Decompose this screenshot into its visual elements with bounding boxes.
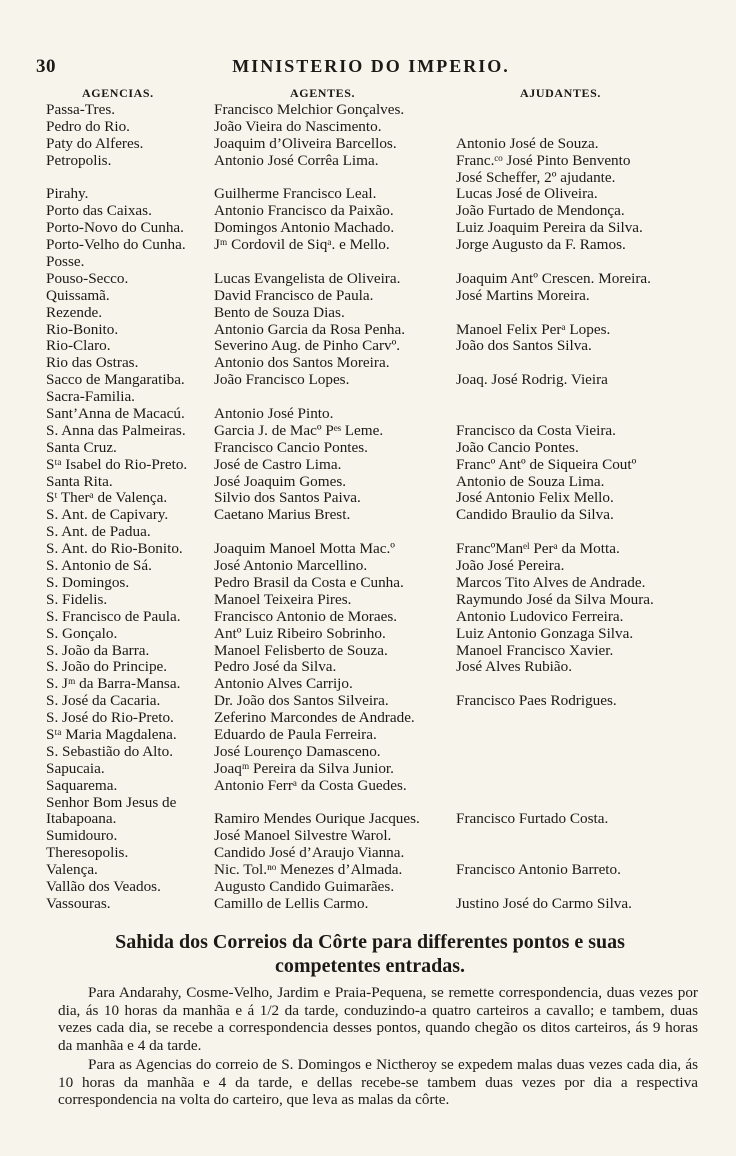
table-row [0, 676, 736, 693]
agency-name: Santa Cruz. [46, 438, 117, 456]
paragraph-text: Para Andarahy, Cosme-Velho, Jardim e Praia-Pequena, se remette correspondencia, duas vezes por dia, ás 10 horas da manhãa e á 1/2 da tarde, conduzindo-a quatro carteiros a cavallo; e tambem, duas vezes cada dia, se recebe a correspondencia desses pontos, quando chegão os ditos carteiros, ás 9 horas da manhãa e 4 da tarde. [58, 984, 698, 1054]
assistant-name: Candido Braulio da Silva. [456, 506, 614, 524]
table-row [0, 609, 736, 626]
agency-name: Sᵗᵃ Isabel do Rio-Preto. [46, 455, 188, 473]
column-header-ajudantes: AJUDANTES. [520, 86, 602, 100]
table-row [0, 558, 736, 575]
assistant-name: Francº Antº de Siqueira Coutº [456, 455, 637, 473]
agent-name: Guilherme Francisco Leal. [214, 185, 377, 203]
table-row [0, 406, 736, 423]
agent-name: Francisco Melchior Gonçalves. [214, 101, 405, 118]
column-header-agentes: AGENTES. [290, 86, 356, 100]
table-row [0, 490, 736, 507]
agency-name: S. Ant. de Padua. [46, 523, 151, 541]
agent-name: David Francisco de Paula. [214, 286, 374, 304]
assistant-name: FrancºManᵉˡ Perᵃ da Motta. [456, 540, 620, 558]
assistant-name: Francisco da Costa Vieira. [456, 421, 616, 439]
assistant-name: José Scheffer, 2º ajudante. [456, 168, 616, 186]
paragraph-text: Para as Agencias do correio de S. Domingos e Nictheroy se expedem malas duas vezes cada dia, ás 10 horas da manhãa e 4 da tarde, e dellas recebe-se tambem duas vezes por dia a respectiva correspondencia na volta do carteiro, que leva as malas da côrte. [58, 1056, 698, 1109]
agent-name: Camillo de Lellis Carmo. [214, 894, 369, 912]
table-row [0, 136, 736, 153]
agency-name: S. João da Barra. [46, 641, 150, 659]
assistant-name: Joaquim Antº Crescen. Moreira. [456, 269, 651, 287]
table-row [0, 153, 736, 170]
agency-name: S. João do Principe. [46, 658, 168, 676]
table-row [0, 862, 736, 879]
agency-name: S. Sebastião do Alto. [46, 742, 173, 760]
assistant-name: Luiz Joaquim Pereira da Silva. [456, 219, 643, 237]
table-row [0, 170, 736, 187]
table-row [0, 372, 736, 389]
table-row [0, 186, 736, 203]
agent-name: Pedro José da Silva. [214, 658, 337, 676]
table-row [0, 626, 736, 643]
agent-name: Jᵐ Cordovil de Siqᵃ. e Mello. [214, 236, 390, 254]
agency-name: Santa Rita. [46, 472, 113, 490]
agent-name: Joaqᵐ Pereira da Silva Junior. [214, 759, 394, 777]
assistant-name: Luiz Antonio Gonzaga Silva. [456, 624, 634, 642]
assistant-name: Francisco Paes Rodrigues. [456, 692, 617, 710]
agent-name: Nic. Tol.ⁿᵒ Menezes d’Almada. [214, 861, 403, 879]
table-row [0, 710, 736, 727]
agent-name: João Francisco Lopes. [214, 371, 350, 389]
agent-name: Severino Aug. de Pinho Carvº. [214, 337, 401, 355]
agent-name: José Manoel Silvestre Warol. [214, 827, 392, 845]
page-header [36, 54, 706, 84]
agent-name: Antº Luiz Ribeiro Sobrinho. [214, 624, 386, 642]
agency-name: Saquarema. [46, 776, 118, 794]
agency-name: Posse. [46, 253, 85, 271]
table-row [0, 643, 736, 660]
agency-name: S. José da Cacaria. [46, 692, 161, 710]
agency-name: Itabapoana. [46, 810, 117, 828]
agency-name: Theresopolis. [46, 844, 129, 862]
running-title: MINISTERIO DO IMPERIO. [232, 56, 510, 76]
agency-name: S. Ant. de Capivary. [46, 506, 169, 524]
agency-name: S. Ant. do Rio-Bonito. [46, 540, 183, 558]
agency-name: Passa-Tres. [46, 101, 116, 118]
assistant-name: Antonio Ludovico Ferreira. [456, 607, 624, 625]
table-row [0, 423, 736, 440]
assistant-name: João Furtado de Mendonça. [456, 202, 625, 220]
agent-name: Caetano Marius Brest. [214, 506, 351, 524]
assistant-name: Manoel Francisco Xavier. [456, 641, 614, 659]
agency-name: Pouso-Secco. [46, 269, 129, 287]
agent-name: Augusto Candido Guimarães. [214, 877, 395, 895]
table-row [0, 659, 736, 676]
agency-name: Vallão dos Veados. [46, 877, 161, 895]
table-row [0, 440, 736, 457]
agency-name: S. Fidelis. [46, 590, 108, 608]
agent-name: José Joaquim Gomes. [214, 472, 347, 490]
table-row [0, 879, 736, 896]
agency-name: S. Gonçalo. [46, 624, 118, 642]
agencies-table [0, 102, 736, 913]
agency-name: Sacco de Mangaratiba. [46, 371, 185, 389]
agency-name: Sᵗᵃ Maria Magdalena. [46, 725, 177, 743]
table-row [0, 575, 736, 592]
agent-name: Joaquim d’Oliveira Barcellos. [214, 134, 397, 152]
agency-name: Quissamã. [46, 286, 110, 304]
assistant-name: Franc.ᶜᵒ José Pinto Benvento [456, 151, 631, 169]
table-row [0, 828, 736, 845]
assistant-name: Francisco Antonio Barreto. [456, 861, 621, 879]
assistant-name: Marcos Tito Alves de Andrade. [456, 573, 646, 591]
paragraph [58, 984, 698, 1054]
agent-name: Pedro Brasil da Costa e Cunha. [214, 573, 404, 591]
agent-name: Francisco Cancio Pontes. [214, 438, 368, 456]
table-row [0, 744, 736, 761]
agency-name: Rio-Bonito. [46, 320, 119, 338]
agent-name: Antonio José Pinto. [214, 405, 334, 423]
assistant-name: Raymundo José da Silva Moura. [456, 590, 654, 608]
table-row [0, 288, 736, 305]
assistant-name: Justino José do Carmo Silva. [456, 894, 632, 912]
section-title-line-2: competentes entradas. [275, 955, 465, 977]
table-row [0, 254, 736, 271]
table-row [0, 338, 736, 355]
table-row [0, 811, 736, 828]
agency-name: Rezende. [46, 303, 103, 321]
assistant-name: José Alves Rubião. [456, 658, 573, 676]
table-row [0, 203, 736, 220]
agency-name: S. José do Rio-Preto. [46, 709, 174, 727]
column-header-agencias: AGENCIAS. [82, 86, 154, 100]
table-row [0, 592, 736, 609]
assistant-name: José Antonio Felix Mello. [456, 489, 614, 507]
agent-name: José Lourenço Damasceno. [214, 742, 381, 760]
assistant-name: Joaq. José Rodrig. Vieira [456, 371, 608, 389]
agency-name: Pedro do Rio. [46, 117, 130, 135]
table-row [0, 896, 736, 913]
agent-name: Ramiro Mendes Ourique Jacques. [214, 810, 420, 828]
table-row [0, 389, 736, 406]
table-row [0, 761, 736, 778]
agency-name: Senhor Bom Jesus de [46, 793, 177, 811]
agency-name: Sant’Anna de Macacú. [46, 405, 185, 423]
agent-name: Antonio dos Santos Moreira. [214, 354, 390, 372]
agency-name: Pirahy. [46, 185, 89, 203]
agency-name: Sumidouro. [46, 827, 118, 845]
agent-name: Manoel Felisberto de Souza. [214, 641, 388, 659]
table-row [0, 693, 736, 710]
agent-name: João Vieira do Nascimento. [214, 117, 382, 135]
agent-name: Lucas Evangelista de Oliveira. [214, 269, 401, 287]
agent-name: Antonio Alves Carrijo. [214, 675, 353, 693]
agency-name: Porto-Velho do Cunha. [46, 236, 186, 254]
agency-name: Petropolis. [46, 151, 112, 169]
agent-name: Antonio Garcia da Rosa Penha. [214, 320, 406, 338]
agent-name: Antonio José Corrêa Lima. [214, 151, 379, 169]
table-row [0, 305, 736, 322]
assistant-name: Antonio de Souza Lima. [456, 472, 605, 490]
table-row [0, 541, 736, 558]
agent-name: Manoel Teixeira Pires. [214, 590, 352, 608]
table-row [0, 778, 736, 795]
agent-name: Domingos Antonio Machado. [214, 219, 395, 237]
assistant-name: Antonio José de Souza. [456, 134, 599, 152]
section-title-line-1: Sahida dos Correios da Côrte para differentes pontos e suas [115, 931, 625, 953]
assistant-name: Jorge Augusto da F. Ramos. [456, 236, 626, 254]
table-row [0, 474, 736, 491]
agent-name: José de Castro Lima. [214, 455, 342, 473]
agency-name: S. Anna das Palmeiras. [46, 421, 186, 439]
agency-name: Sapucaia. [46, 759, 105, 777]
table-row [0, 119, 736, 136]
assistant-name: Lucas José de Oliveira. [456, 185, 598, 203]
assistant-name: João José Pereira. [456, 557, 565, 575]
assistant-name: Manoel Felix Perᵃ Lopes. [456, 320, 611, 338]
agency-name: Valença. [46, 861, 98, 879]
agency-name: Rio-Claro. [46, 337, 111, 355]
agency-name: Sacra-Familia. [46, 388, 135, 406]
agent-name: Silvio dos Santos Paiva. [214, 489, 361, 507]
agent-name: Eduardo de Paula Ferreira. [214, 725, 377, 743]
table-row [0, 795, 736, 812]
table-row [0, 322, 736, 339]
agent-name: Antonio Francisco da Paixão. [214, 202, 394, 220]
page-number: 30 [36, 56, 56, 77]
table-row [0, 507, 736, 524]
agency-name: Rio das Ostras. [46, 354, 139, 372]
agent-name: Garcia J. de Macº Pᵉˢ Leme. [214, 421, 384, 439]
table-row [0, 102, 736, 119]
agency-name: S. Domingos. [46, 573, 130, 591]
agency-name: S. Francisco de Paula. [46, 607, 181, 625]
agency-name: S. Jᵐ da Barra-Mansa. [46, 675, 181, 693]
agency-name: S. Antonio de Sá. [46, 557, 152, 575]
table-row [0, 727, 736, 744]
agency-name: Vassouras. [46, 894, 111, 912]
agent-name: Candido José d’Araujo Vianna. [214, 844, 405, 862]
agent-name: Antonio Ferrᵃ da Costa Guedes. [214, 776, 407, 794]
assistant-name: Francisco Furtado Costa. [456, 810, 609, 828]
agent-name: Dr. João dos Santos Silveira. [214, 692, 389, 710]
agent-name: Joaquim Manoel Motta Mac.º [214, 540, 396, 558]
table-row [0, 845, 736, 862]
table-row [0, 457, 736, 474]
table-row [0, 355, 736, 372]
assistant-name: José Martins Moreira. [456, 286, 590, 304]
agency-name: Sᵗ Therᵃ de Valença. [46, 489, 168, 507]
assistant-name: João dos Santos Silva. [456, 337, 592, 355]
agency-name: Paty do Alferes. [46, 134, 144, 152]
table-row [0, 271, 736, 288]
agent-name: Francisco Antonio de Moraes. [214, 607, 398, 625]
table-row [0, 237, 736, 254]
agency-name: Porto das Caixas. [46, 202, 152, 220]
agent-name: Bento de Souza Dias. [214, 303, 345, 321]
paragraph [58, 1056, 698, 1109]
table-row [0, 220, 736, 237]
assistant-name: João Cancio Pontes. [456, 438, 579, 456]
agency-name: Porto-Novo do Cunha. [46, 219, 184, 237]
agent-name: Zeferino Marcondes de Andrade. [214, 709, 415, 727]
table-row [0, 524, 736, 541]
agent-name: José Antonio Marcellino. [214, 557, 368, 575]
